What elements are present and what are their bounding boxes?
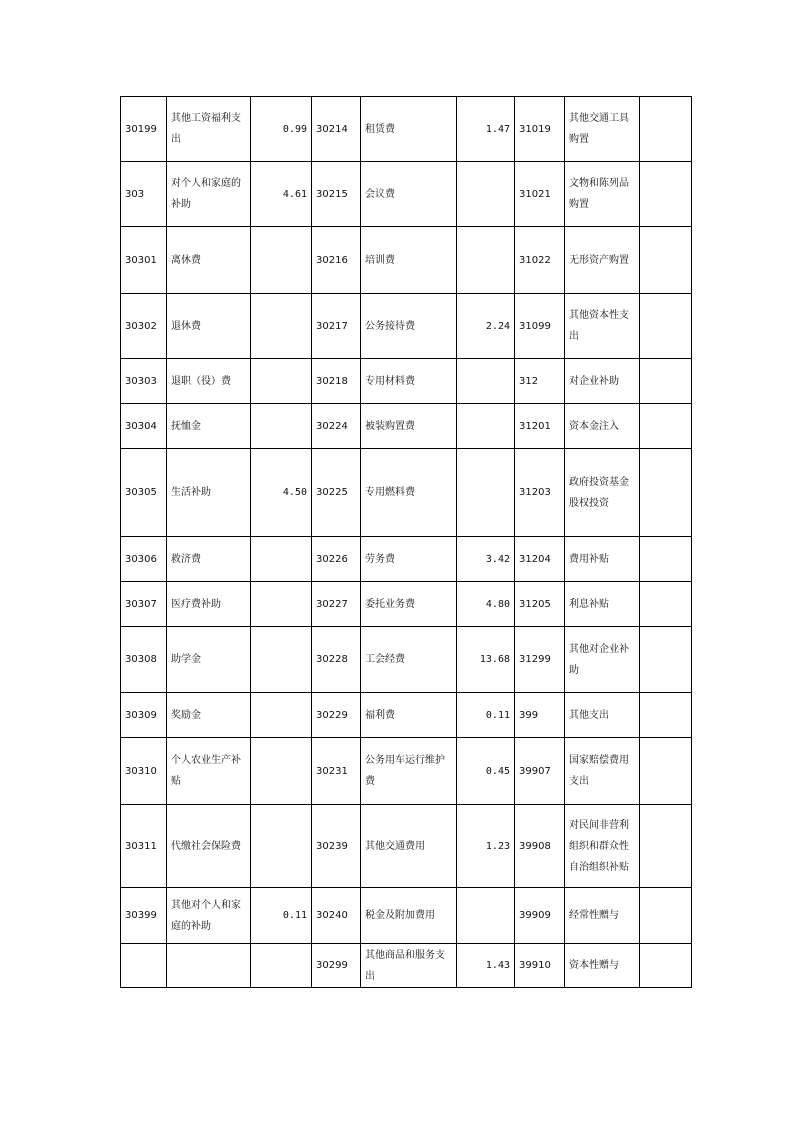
cell-name: 离休费 [167,227,251,294]
table-row [121,449,692,537]
cell-name: 被装购置费 [361,404,457,449]
cell-name: 租赁费 [361,97,457,162]
cell-name: 对民间非营利组织和群众性自治组织补贴 [565,805,640,888]
cell-code: 30227 [312,582,361,627]
table-row [121,537,692,582]
cell-amount [251,582,312,627]
cell-name: 专用燃料费 [361,449,457,537]
cell-name: 对企业补助 [565,359,640,404]
cell-amount [457,449,515,537]
cell-name: 政府投资基金股权投资 [565,449,640,537]
table-row [121,693,692,738]
cell-code: 30299 [312,944,361,988]
cell-amount: 4.50 [251,449,312,537]
cell-amount [251,537,312,582]
cell-name: 对个人和家庭的补助 [167,162,251,227]
cell-code: 30305 [121,449,167,537]
cell-amount [251,359,312,404]
cell-code: 399 [515,693,565,738]
cell-name: 其他交通工具购置 [565,97,640,162]
cell-name: 劳务费 [361,537,457,582]
cell-name: 利息补贴 [565,582,640,627]
cell-code: 30216 [312,227,361,294]
cell-amount [640,537,692,582]
cell-amount [640,294,692,359]
table-row [121,888,692,944]
cell-name: 其他交通费用 [361,805,457,888]
cell-name: 文物和陈列品购置 [565,162,640,227]
table-row [121,805,692,888]
cell-amount [251,227,312,294]
cell-code: 30310 [121,738,167,805]
expenditure-table [120,96,692,988]
cell-code: 30217 [312,294,361,359]
cell-amount [457,888,515,944]
cell-amount [640,404,692,449]
cell-name: 资本金注入 [565,404,640,449]
cell-name: 其他支出 [565,693,640,738]
cell-code: 31099 [515,294,565,359]
table-row [121,227,692,294]
cell-amount [251,404,312,449]
cell-code: 30229 [312,693,361,738]
cell-code: 30399 [121,888,167,944]
table-row [121,359,692,404]
cell-amount [251,944,312,988]
cell-amount [640,888,692,944]
cell-code: 30304 [121,404,167,449]
cell-code: 31203 [515,449,565,537]
cell-amount: 1.23 [457,805,515,888]
cell-code: 39910 [515,944,565,988]
cell-name: 生活补助 [167,449,251,537]
cell-code: 30308 [121,627,167,693]
cell-name: 委托业务费 [361,582,457,627]
cell-code: 30309 [121,693,167,738]
cell-name: 无形资产购置 [565,227,640,294]
cell-amount: 0.11 [251,888,312,944]
cell-code: 30231 [312,738,361,805]
cell-code: 30224 [312,404,361,449]
cell-code [121,944,167,988]
cell-name: 医疗费补助 [167,582,251,627]
cell-code: 30239 [312,805,361,888]
cell-amount [640,227,692,294]
cell-code: 30240 [312,888,361,944]
cell-amount: 2.24 [457,294,515,359]
cell-name: 退职（役）费 [167,359,251,404]
cell-amount: 0.45 [457,738,515,805]
cell-code: 39907 [515,738,565,805]
cell-code: 30199 [121,97,167,162]
cell-name: 其他商品和服务支出 [361,944,457,988]
cell-code: 30306 [121,537,167,582]
cell-amount: 0.11 [457,693,515,738]
cell-amount [251,693,312,738]
cell-name: 会议费 [361,162,457,227]
cell-amount [640,944,692,988]
cell-code: 312 [515,359,565,404]
cell-amount [457,359,515,404]
cell-amount [457,162,515,227]
cell-name: 公务用车运行维护费 [361,738,457,805]
table-row [121,944,692,988]
cell-name: 奖励金 [167,693,251,738]
cell-name: 费用补贴 [565,537,640,582]
cell-name: 福利费 [361,693,457,738]
cell-amount: 4.80 [457,582,515,627]
cell-code: 30303 [121,359,167,404]
cell-amount [640,582,692,627]
cell-code: 31021 [515,162,565,227]
cell-name: 救济费 [167,537,251,582]
cell-name: 专用材料费 [361,359,457,404]
cell-amount [640,359,692,404]
cell-amount: 3.42 [457,537,515,582]
table-row [121,582,692,627]
cell-code: 31022 [515,227,565,294]
cell-amount [457,227,515,294]
cell-code: 39908 [515,805,565,888]
cell-name: 国家赔偿费用支出 [565,738,640,805]
cell-amount [640,97,692,162]
cell-amount [640,693,692,738]
cell-code: 31299 [515,627,565,693]
cell-name: 经常性赠与 [565,888,640,944]
cell-code: 30226 [312,537,361,582]
cell-amount [640,738,692,805]
cell-name: 培训费 [361,227,457,294]
cell-code: 30302 [121,294,167,359]
cell-amount [640,449,692,537]
table-row [121,404,692,449]
table-row [121,294,692,359]
cell-code: 30225 [312,449,361,537]
cell-code: 30215 [312,162,361,227]
cell-amount [251,627,312,693]
cell-amount [457,404,515,449]
cell-amount [251,738,312,805]
cell-amount: 1.47 [457,97,515,162]
cell-code: 31205 [515,582,565,627]
cell-code: 30214 [312,97,361,162]
cell-name: 助学金 [167,627,251,693]
cell-code: 303 [121,162,167,227]
cell-name: 工会经费 [361,627,457,693]
cell-code: 31204 [515,537,565,582]
cell-name: 其他资本性支出 [565,294,640,359]
cell-amount [640,162,692,227]
table-body [121,97,692,988]
cell-code: 30307 [121,582,167,627]
cell-name: 资本性赠与 [565,944,640,988]
cell-name: 其他对企业补助 [565,627,640,693]
cell-name: 其他工资福利支出 [167,97,251,162]
table-row [121,738,692,805]
cell-name: 其他对个人和家庭的补助 [167,888,251,944]
cell-code: 31201 [515,404,565,449]
cell-name: 代缴社会保险费 [167,805,251,888]
cell-name: 抚恤金 [167,404,251,449]
cell-code: 30228 [312,627,361,693]
cell-amount [251,294,312,359]
cell-amount [251,805,312,888]
table-row [121,162,692,227]
cell-code: 39909 [515,888,565,944]
cell-amount: 4.61 [251,162,312,227]
cell-code: 30311 [121,805,167,888]
cell-amount: 0.99 [251,97,312,162]
cell-name: 公务接待费 [361,294,457,359]
cell-amount [640,805,692,888]
cell-name: 退休费 [167,294,251,359]
cell-code: 31019 [515,97,565,162]
cell-code: 30218 [312,359,361,404]
cell-name [167,944,251,988]
table-row [121,627,692,693]
table-row [121,97,692,162]
cell-amount: 13.68 [457,627,515,693]
cell-amount [640,627,692,693]
cell-code: 30301 [121,227,167,294]
cell-amount: 1.43 [457,944,515,988]
cell-name: 税金及附加费用 [361,888,457,944]
cell-name: 个人农业生产补贴 [167,738,251,805]
